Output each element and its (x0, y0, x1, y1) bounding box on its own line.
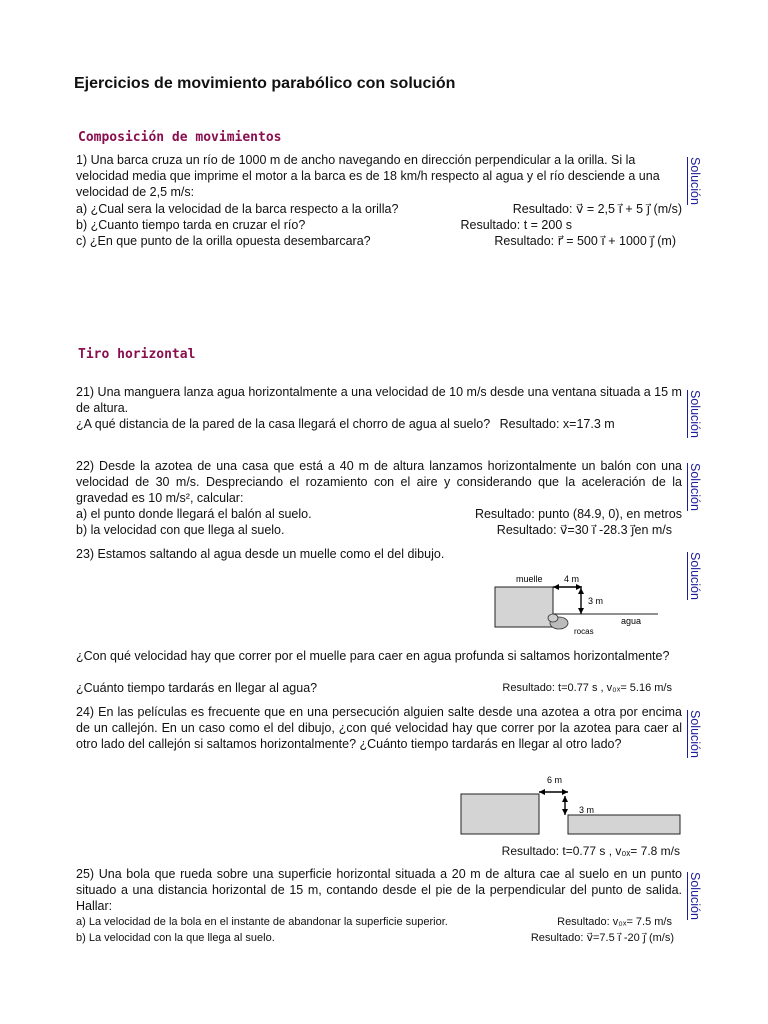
result: Resultado: v⃗=30 i⃗ -28.3 j⃗en m/s (496, 523, 672, 537)
section-heading-composicion: Composición de movimientos (78, 130, 282, 145)
problem-23-statement: 23) Estamos saltando al agua desde un muelle como el del dibujo. (76, 547, 445, 561)
problem-1-statement: 1) Una barca cruza un río de 1000 m de ancho navegando en dirección perpendicular a la orilla. Si la velocidad media que imprime el motor a la barca es de 18 km/h respecto al agua y el río desciende a una velocidad de 2,5 m/s: (76, 153, 660, 199)
question: c) ¿En que punto de la orilla opuesta desembarcara? (76, 234, 371, 248)
problem-24-result: Resultado: t=0.77 s , v₀ₓ= 7.8 m/s (501, 844, 680, 858)
pier-diagram (490, 570, 665, 638)
problem-1-part-a (76, 201, 682, 217)
building-right (568, 815, 680, 834)
result: Resultado: v⃗ = 2,5 i⃗ + 5 j⃗ (m/s) (512, 202, 682, 216)
problem-1-part-b (76, 217, 682, 233)
arrowhead (539, 789, 545, 795)
pier-block (495, 587, 553, 627)
label-height: 3 m (588, 596, 604, 606)
problem-22-part-b (76, 522, 682, 538)
problem-22-statement: 22) Desde la azotea de una casa que está a 40 m de altura lanzamos horizontalmente un balón con una velocidad de 30 m/s. Despreciando el rozamiento con el aire y considerando que la aceleración de la gravedad es 10 m/s², calcular: (76, 459, 682, 505)
result: Resultado: t=0.77 s , v₀ₓ= 5.16 m/s (502, 682, 672, 694)
arrowhead (562, 796, 568, 802)
solution-link-23[interactable]: Solución (688, 552, 702, 600)
label-distance: 6 m (547, 775, 563, 785)
question: b) ¿Cuanto tiempo tarda en cruzar el río? (76, 218, 306, 232)
label-distance: 4 m (564, 574, 580, 584)
arrowhead (553, 584, 559, 590)
rocks-shape (548, 614, 558, 622)
problem-22-part-a (76, 506, 682, 522)
arrowhead (578, 608, 584, 614)
problem-1-part-c (76, 233, 682, 249)
label-rocas: rocas (574, 627, 594, 636)
problem-23-question-time (76, 680, 682, 696)
question: a) ¿Cual sera la velocidad de la barca respecto a la orilla? (76, 202, 399, 216)
result: Resultado: v₀ₓ= 7.5 m/s (557, 916, 672, 928)
label-agua: agua (621, 616, 642, 626)
problem-21-question (76, 416, 682, 432)
problem-24-statement: 24) En las películas es frecuente que en una persecución alguien salte desde una azotea a otra por encima de un callejón. En un caso como el del dibujo, ¿con qué velocidad hay que correr por la azotea para caer al otro lado del callejón si saltamos horizontalmente? ¿Cuánto tiempo tardarás en llegar al otro lado? (76, 705, 682, 751)
rooftop-diagram (455, 772, 685, 838)
problem-23-question: ¿Con qué velocidad hay que correr por el muelle para caer en agua profunda si saltamos horizontalmente? (76, 649, 670, 663)
arrowhead (562, 789, 568, 795)
question: ¿Cuánto tiempo tardarás en llegar al agua? (76, 681, 318, 695)
result: Resultado: r⃗ = 500 i⃗ + 1000 j⃗ (m) (494, 234, 676, 248)
problem-21-statement: 21) Una manguera lanza agua horizontalmente a una velocidad de 10 m/s desde una ventana situada a 15 m de altura. (76, 385, 682, 415)
page-title: Ejercicios de movimiento parabólico con solución (74, 75, 456, 92)
solution-link-1[interactable]: Solución (688, 157, 702, 205)
arrowhead (562, 809, 568, 815)
question: b) La velocidad con la que llega al suelo. (76, 932, 275, 944)
solution-link-22[interactable]: Solución (688, 463, 702, 511)
arrowhead (578, 588, 584, 594)
building-left (461, 794, 539, 834)
problem-25-part-b (76, 930, 682, 946)
solution-link-24[interactable]: Solución (688, 710, 702, 758)
problem-25-part-a (76, 914, 682, 930)
result: Resultado: x=17.3 m (499, 417, 615, 431)
question: a) La velocidad de la bola en el instante de abandonar la superficie superior. (76, 916, 448, 928)
result: Resultado: v⃗=7.5 i⃗ -20 j⃗ (m/s) (530, 932, 674, 944)
label-height: 3 m (579, 805, 595, 815)
result: Resultado: punto (84.9, 0), en metros (474, 507, 682, 521)
section-heading-tiro-horizontal: Tiro horizontal (78, 347, 196, 362)
question: a) el punto donde llegará el balón al suelo. (76, 507, 312, 521)
problem-25-statement: 25) Una bola que rueda sobre una superficie horizontal situada a 20 m de altura cae al suelo en un punto situado a una distancia horizontal de 15 m, contando desde el pie de la perpendicular del punto de salida. Hallar: (76, 867, 682, 913)
question: b) la velocidad con que llega al suelo. (76, 523, 285, 537)
label-muelle: muelle (516, 574, 543, 584)
solution-link-21[interactable]: Solución (688, 390, 702, 438)
question: ¿A qué distancia de la pared de la casa llegará el chorro de agua al suelo? (76, 417, 491, 431)
solution-link-25[interactable]: Solución (688, 872, 702, 920)
result: Resultado: t = 200 s (460, 218, 572, 232)
